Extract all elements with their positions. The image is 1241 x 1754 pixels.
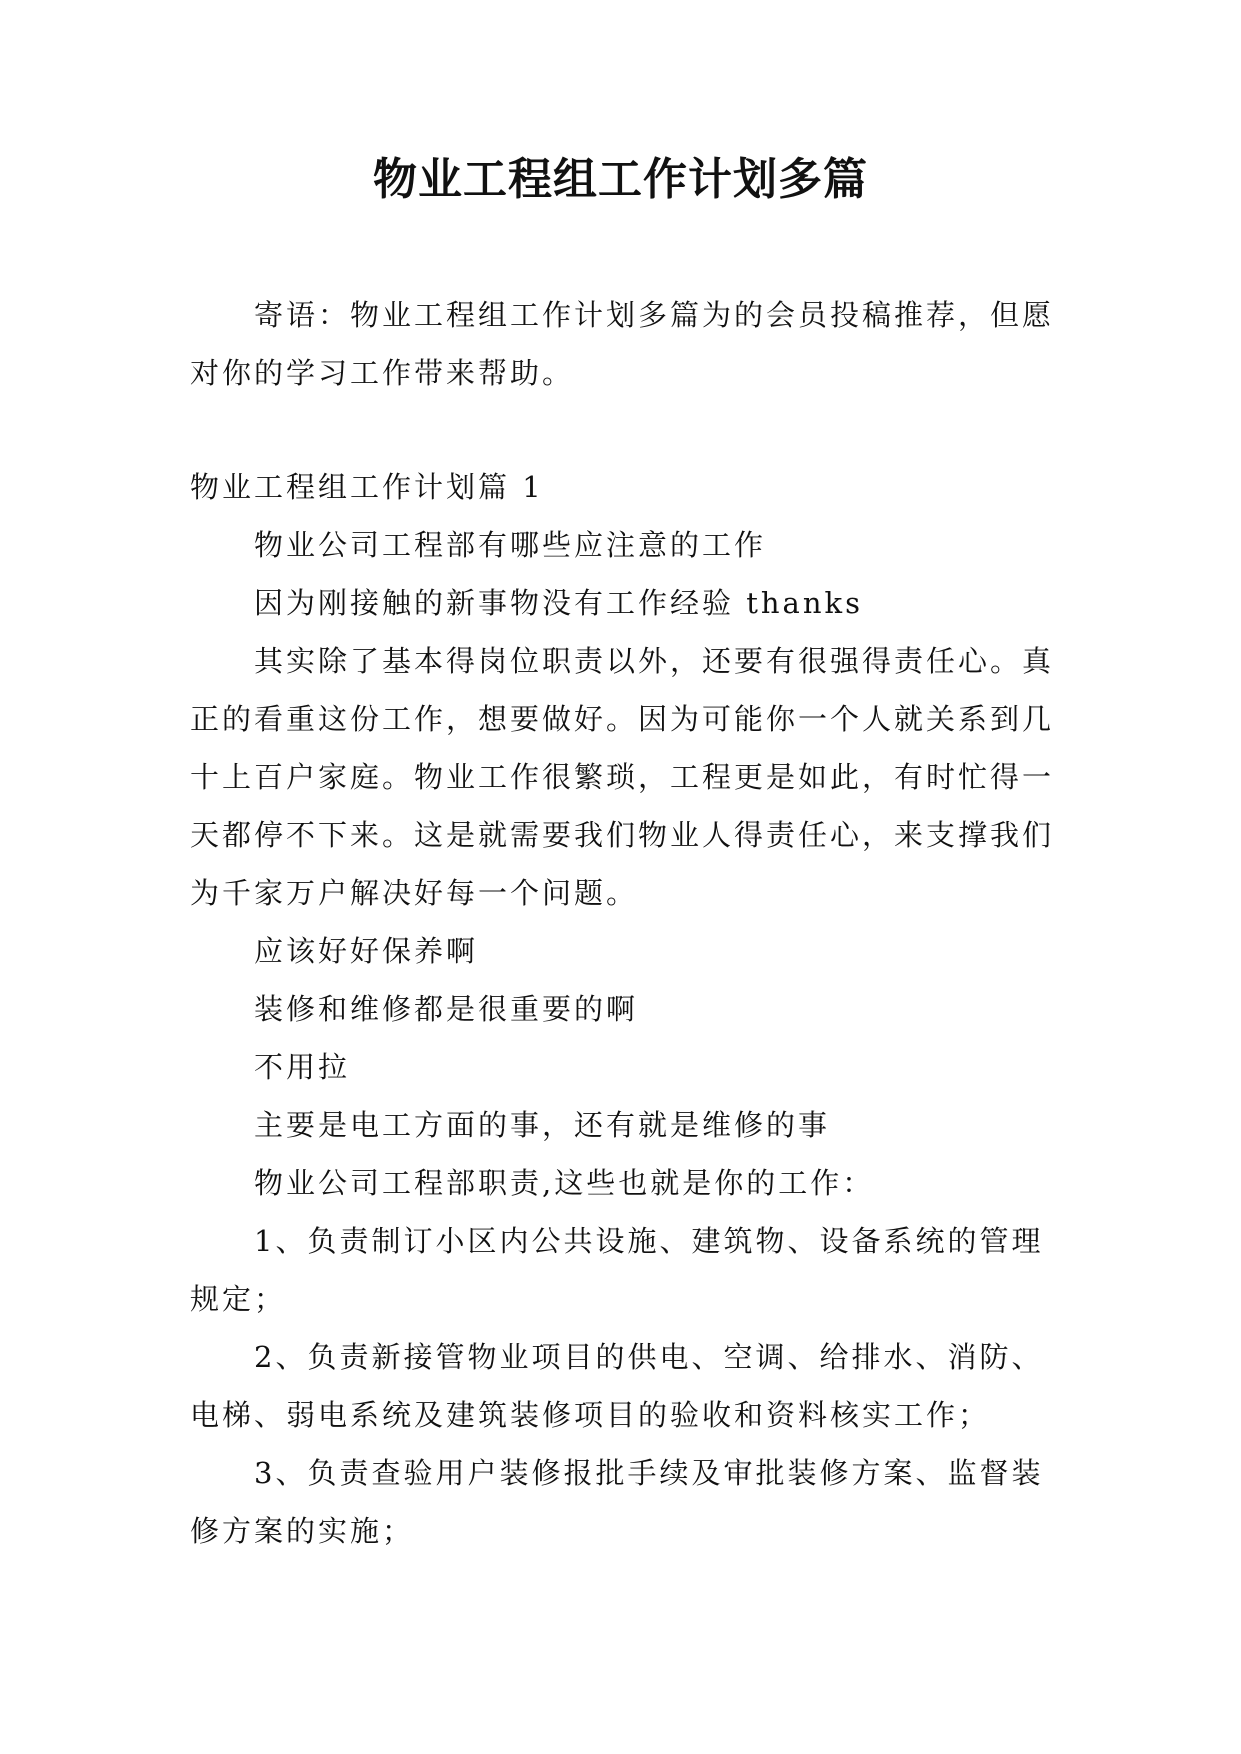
paragraph: 不用拉 (254, 1050, 351, 1084)
list-item: 2、负责新接管物业项目的供电、空调、给排水、消防、电梯、弱电系统及建筑装修项目的验收和资料核实工作； (190, 1340, 1044, 1432)
list-item: 3、负责查验用户装修报批手续及审批装修方案、监督装修方案的实施； (190, 1456, 1044, 1548)
paragraph: 应该好好保养啊 (254, 934, 479, 968)
paragraph: 因为刚接触的新事物没有工作经验 thanks (254, 586, 863, 620)
document-title: 物业工程组工作计划多篇 (373, 154, 868, 205)
intro-block (190, 286, 1056, 402)
paragraph: 主要是电工方面的事，还有就是维修的事 (254, 1108, 831, 1142)
paragraph: 其实除了基本得岗位职责以外，还要有很强得责任心。真正的看重这份工作，想要做好。因为可能你一个人就关系到几十上百户家庭。物业工作很繁琐，工程更是如此，有时忙得一天都停不下来。这是就需要我们物业人得责任心，来支撑我们为千家万户解决好每一个问题。 (190, 644, 1055, 910)
paragraph: 物业公司工程部有哪些应注意的工作 (254, 528, 767, 562)
intro-paragraph: 寄语：物业工程组工作计划多篇为的会员投稿推荐，但愿对你的学习工作带来帮助。 (190, 298, 1055, 390)
paragraph: 装修和维修都是很重要的啊 (254, 992, 639, 1026)
section-1 (190, 458, 1056, 1560)
list-item: 1、负责制订小区内公共设施、建筑物、设备系统的管理规定； (190, 1224, 1044, 1316)
paragraph: 物业公司工程部职责,这些也就是你的工作： (254, 1166, 875, 1200)
section-heading: 物业工程组工作计划篇 1 (190, 470, 544, 504)
